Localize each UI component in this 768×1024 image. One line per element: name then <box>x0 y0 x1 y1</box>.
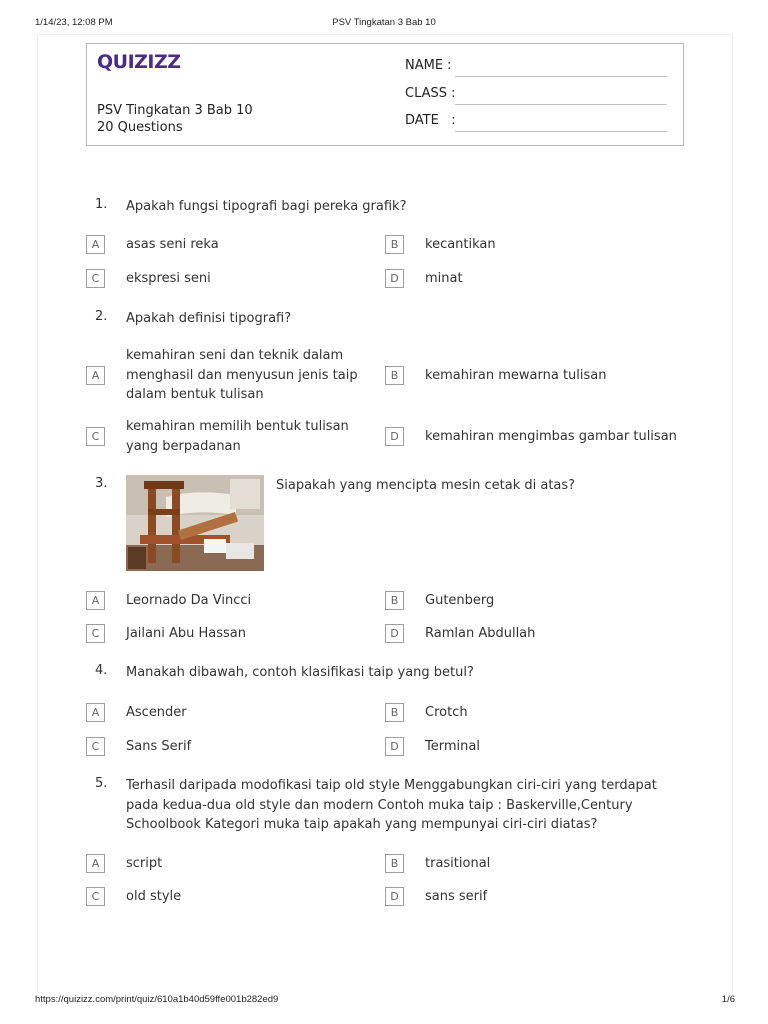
print-doc-title: PSV Tingkatan 3 Bab 10 <box>332 17 436 28</box>
question-number: 2. <box>95 309 108 324</box>
question-text: Apakah definisi tipografi? <box>126 311 292 326</box>
print-page-number: 1/6 <box>721 994 735 1005</box>
option-b[interactable] <box>385 235 685 255</box>
option-letter: C <box>86 737 105 756</box>
option-letter: A <box>86 591 105 610</box>
option-b[interactable] <box>385 366 685 386</box>
option-a[interactable] <box>86 854 376 874</box>
date-label: DATE : <box>405 113 456 128</box>
option-text: Ascender <box>126 705 187 720</box>
option-text: Gutenberg <box>425 593 495 608</box>
option-d[interactable] <box>385 427 685 447</box>
option-letter: B <box>385 703 404 722</box>
option-d[interactable] <box>385 737 685 757</box>
option-letter: B <box>385 854 404 873</box>
name-field[interactable] <box>405 58 675 78</box>
option-c[interactable] <box>86 624 376 644</box>
option-text: asas seni reka <box>126 237 219 252</box>
option-text: kecantikan <box>425 237 496 252</box>
print-footer <box>0 994 768 1008</box>
date-field[interactable] <box>405 113 675 133</box>
option-text: Jailani Abu Hassan <box>126 626 246 641</box>
date-line[interactable] <box>455 131 667 132</box>
option-letter: A <box>86 703 105 722</box>
option-text: kemahiran mengimbas gambar tulisan <box>425 429 677 444</box>
option-text: Leornado Da Vincci <box>126 593 252 608</box>
option-c[interactable] <box>86 419 381 454</box>
option-text: ekspresi seni <box>126 271 211 286</box>
question-text: Apakah fungsi tipografi bagi pereka grafik? <box>126 199 407 214</box>
quiz-title: PSV Tingkatan 3 Bab 10 <box>97 103 253 118</box>
option-letter: D <box>385 737 404 756</box>
class-line[interactable] <box>455 104 667 105</box>
question-number: 5. <box>95 776 108 791</box>
option-text: minat <box>425 271 463 286</box>
option-b[interactable] <box>385 591 685 611</box>
option-b[interactable] <box>385 703 685 723</box>
question-number: 4. <box>95 663 108 678</box>
option-letter: D <box>385 887 404 906</box>
option-letter: D <box>385 427 404 446</box>
option-a[interactable] <box>86 703 376 723</box>
option-text: old style <box>126 889 182 904</box>
option-text: kemahiran mewarna tulisan <box>425 368 607 383</box>
option-a[interactable] <box>86 235 376 255</box>
option-text: kemahiran seni dan teknik dalam menghasil dan menyusun jenis taip dalam bentuk tulisan <box>126 348 358 402</box>
printing-press-image <box>126 475 264 571</box>
option-c[interactable] <box>86 269 376 289</box>
option-text: Terminal <box>425 739 480 754</box>
option-c[interactable] <box>86 737 376 757</box>
quiz-header <box>86 43 684 146</box>
class-field[interactable] <box>405 86 675 106</box>
option-letter: A <box>86 235 105 254</box>
print-datetime: 1/14/23, 12:08 PM <box>35 17 113 28</box>
option-text: trasitional <box>425 856 491 871</box>
option-a[interactable] <box>86 591 376 611</box>
option-text: script <box>126 856 163 871</box>
option-letter: A <box>86 366 105 385</box>
question-count: 20 Questions <box>97 120 183 135</box>
option-letter: B <box>385 591 404 610</box>
option-d[interactable] <box>385 887 685 907</box>
option-b[interactable] <box>385 854 685 874</box>
option-a[interactable] <box>86 348 381 402</box>
option-letter: D <box>385 624 404 643</box>
quizizz-logo: QUIZIZZ <box>97 51 181 73</box>
question-text: Terhasil daripada modofikasi taip old style Menggabungkan ciri-ciri yang terdapat pada kedua-dua old style dan modern Contoh muka taip : Baskerville,Century Schoolbook Kategori muka taip apakah yang mempunyai ciri-ciri diatas? <box>126 778 657 832</box>
name-label: NAME : <box>405 58 452 73</box>
option-letter: C <box>86 269 105 288</box>
option-c[interactable] <box>86 887 376 907</box>
name-line[interactable] <box>455 76 667 77</box>
option-text: kemahiran memilih bentuk tulisan yang berpadanan <box>126 419 349 454</box>
option-letter: B <box>385 235 404 254</box>
question-text: Siapakah yang mencipta mesin cetak di atas? <box>276 478 576 493</box>
option-letter: B <box>385 366 404 385</box>
option-text: Ramlan Abdullah <box>425 626 536 641</box>
option-d[interactable] <box>385 269 685 289</box>
question-number: 1. <box>95 197 108 212</box>
option-letter: A <box>86 854 105 873</box>
option-text: sans serif <box>425 889 488 904</box>
option-letter: D <box>385 269 404 288</box>
option-d[interactable] <box>385 624 685 644</box>
option-letter: C <box>86 427 105 446</box>
question-number: 3. <box>95 476 108 491</box>
option-letter: C <box>86 624 105 643</box>
question-text: Manakah dibawah, contoh klasifikasi taip yang betul? <box>126 665 474 680</box>
class-label: CLASS : <box>405 86 456 101</box>
print-url: https://quizizz.com/print/quiz/610a1b40d59ffe001b282ed9 <box>35 994 279 1005</box>
option-text: Sans Serif <box>126 739 192 754</box>
option-letter: C <box>86 887 105 906</box>
print-header <box>0 17 768 31</box>
option-text: Crotch <box>425 705 468 720</box>
